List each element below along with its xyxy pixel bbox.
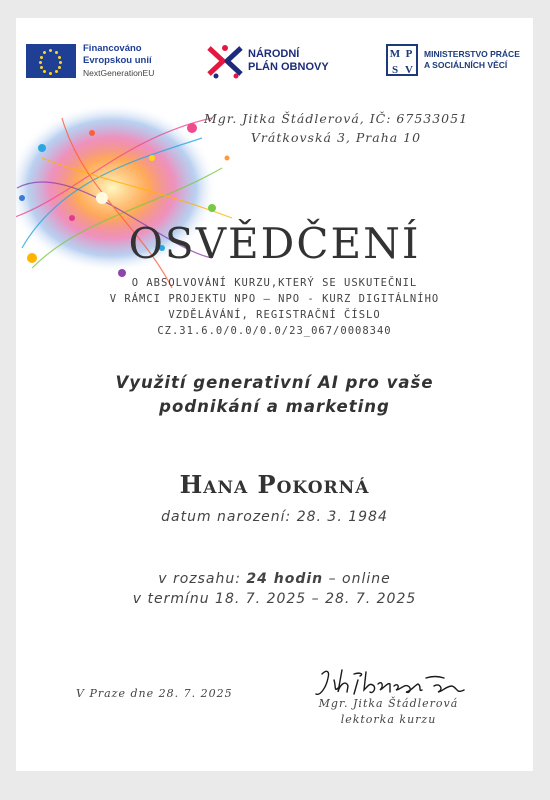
signer-role: lektorka kurzu	[340, 713, 437, 726]
scope-suffix: – online	[323, 571, 391, 587]
course-scope	[16, 569, 533, 609]
participant-name: Hana Pokorná	[179, 470, 370, 499]
course-title-line: podnikání a marketing	[159, 397, 390, 416]
certificate-sheet	[16, 18, 533, 771]
mpsv-letter: M	[389, 48, 401, 60]
scope-prefix: v rozsahu:	[158, 571, 247, 587]
provider-address: Vrátkovská 3, Praha 10	[250, 130, 422, 145]
mpsv-letter: P	[405, 48, 413, 60]
mpsv-letter: V	[405, 64, 413, 76]
description-line: O ABSOLVOVÁNÍ KURZU,KTERÝ SE USKUTEČNIL	[131, 277, 418, 289]
eu-line2: Evropskou unií	[83, 55, 152, 66]
place-and-date: V Praze dne 28. 7. 2025	[76, 687, 233, 700]
mpsv-letter: S	[391, 64, 399, 76]
scope-hours: 24 hodin	[246, 571, 324, 587]
description-line: V RÁMCI PROJEKTU NPO – NPO - KURZ DIGITÁLNÍHO	[109, 293, 440, 305]
eu-flag-icon	[26, 44, 76, 78]
npo-logo	[206, 42, 329, 80]
certificate-description	[56, 275, 493, 339]
provider-info	[186, 109, 486, 147]
npo-line1: NÁRODNÍ	[248, 48, 300, 60]
signer-block	[306, 696, 471, 728]
description-line: VZDĚLÁVÁNÍ, REGISTRAČNÍ ČÍSLO	[168, 309, 381, 321]
mpsv-line2: A SOCIÁLNÍCH VĚCÍ	[424, 60, 508, 70]
logo-bar	[16, 18, 533, 100]
course-term: v termínu 18. 7. 2025 – 28. 7. 2025	[132, 591, 417, 607]
participant-birth-date: datum narození: 28. 3. 1984	[161, 509, 388, 525]
registration-number: CZ.31.6.0/0.0/0.0/23_067/0008340	[157, 325, 392, 337]
course-title	[46, 371, 503, 419]
signer-name: Mgr. Jitka Štádlerová	[318, 697, 459, 710]
course-hours	[16, 569, 533, 589]
certificate-title: OSVĚDČENÍ	[128, 219, 421, 268]
mpsv-logo	[386, 44, 520, 76]
mpsv-mark-icon	[386, 44, 418, 76]
npo-mark-icon	[206, 42, 244, 80]
eu-line3: NextGenerationEU	[83, 68, 155, 78]
npo-line2: PLÁN OBNOVY	[248, 61, 329, 73]
course-title-line: Využití generativní AI pro vaše	[115, 373, 434, 392]
mpsv-line1: MINISTERSTVO PRÁCE	[424, 49, 520, 59]
eu-funding-logo	[26, 43, 154, 79]
eu-line1: Financováno	[83, 43, 142, 54]
provider-name: Mgr. Jitka Štádlerová, IČ: 67533051	[203, 111, 469, 126]
